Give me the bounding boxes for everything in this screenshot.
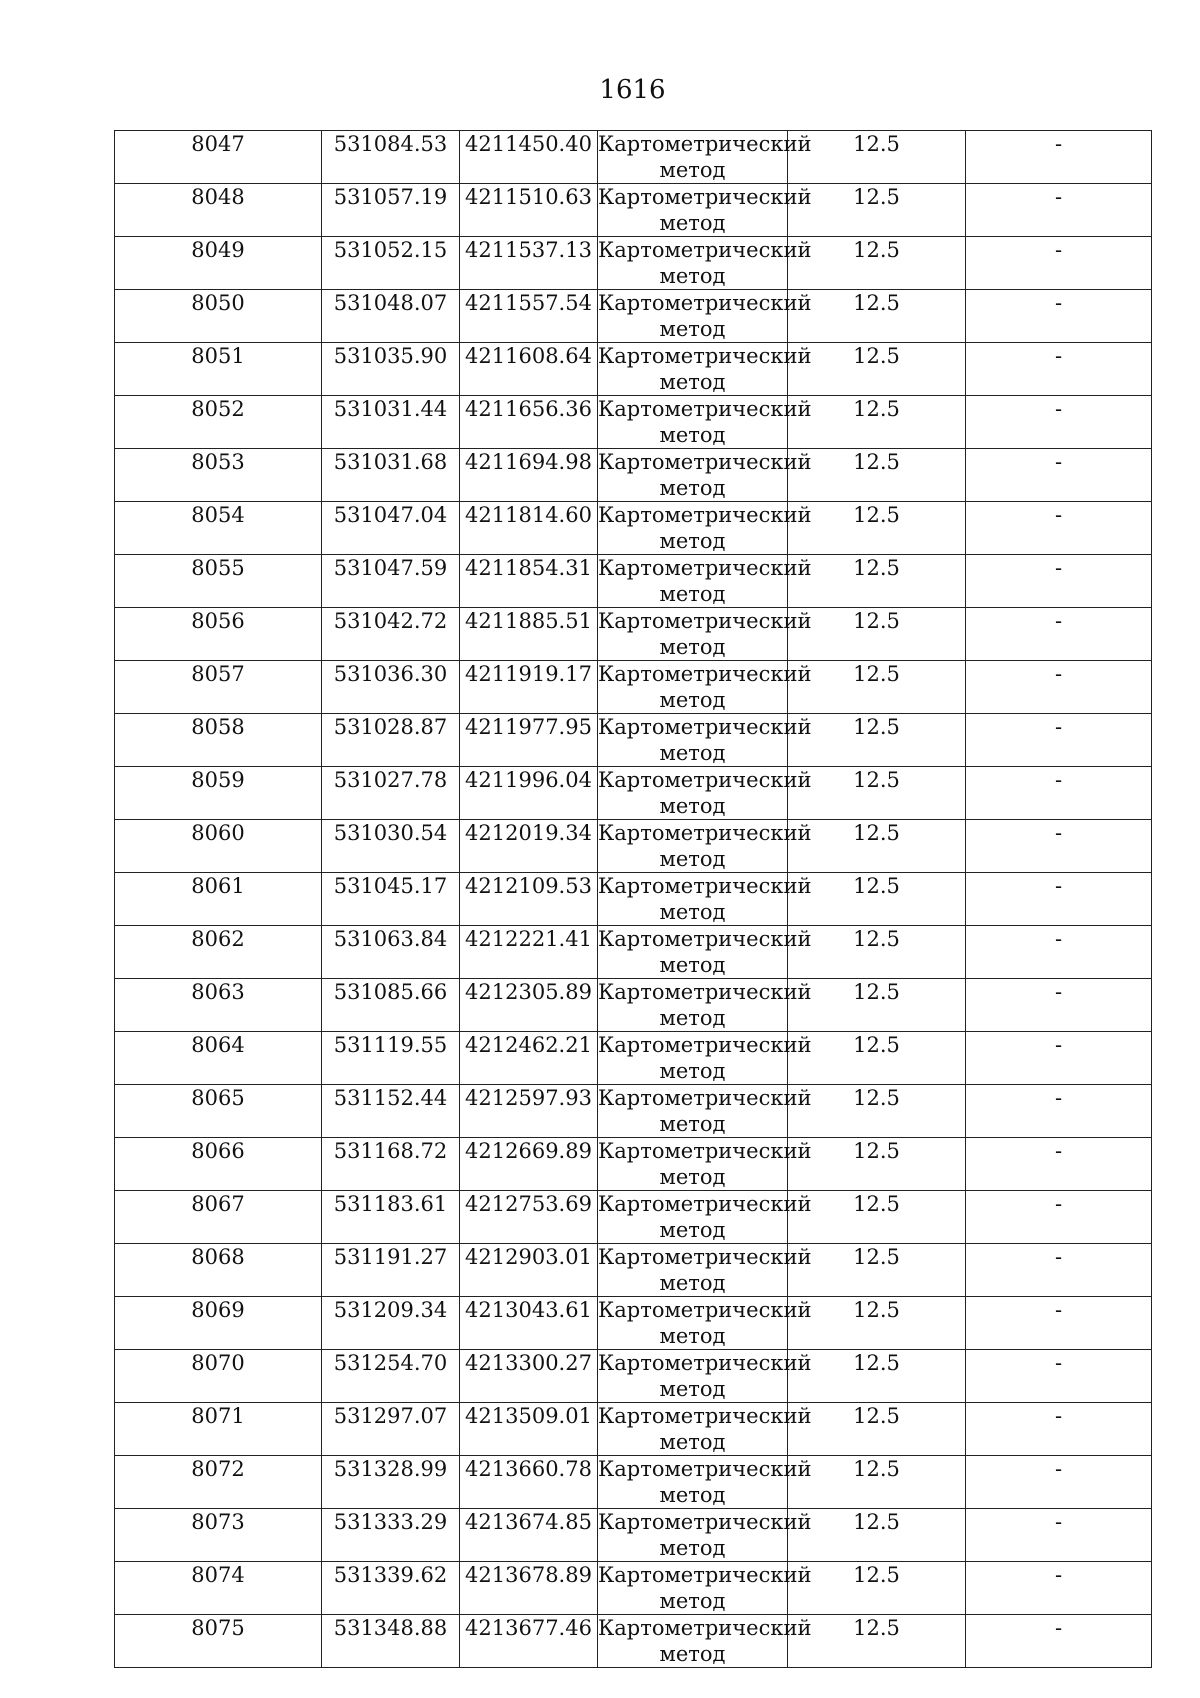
point-number-cell: 8070 bbox=[115, 1350, 322, 1403]
note-cell: - bbox=[966, 767, 1152, 820]
method-cell: Картометрический метод bbox=[598, 1245, 812, 1295]
point-number-cell: 8059 bbox=[115, 767, 322, 820]
note-cell: - bbox=[966, 1297, 1152, 1350]
point-number-cell: 8075 bbox=[115, 1615, 322, 1668]
table-row bbox=[115, 1562, 1152, 1615]
note-cell: - bbox=[966, 714, 1152, 767]
y-coordinate-cell: 4211537.13 bbox=[460, 237, 598, 290]
table-row bbox=[115, 820, 1152, 873]
accuracy-cell: 12.5 bbox=[788, 661, 966, 714]
y-coordinate-cell: 4211450.40 bbox=[460, 131, 598, 184]
table-row bbox=[115, 1350, 1152, 1403]
method-cell: Картометрический метод bbox=[598, 1033, 812, 1083]
y-coordinate-cell: 4213043.61 bbox=[460, 1297, 598, 1350]
method-cell: Картометрический метод bbox=[598, 715, 812, 765]
table-row bbox=[115, 449, 1152, 502]
accuracy-cell: 12.5 bbox=[788, 873, 966, 926]
accuracy-cell: 12.5 bbox=[788, 131, 966, 184]
y-coordinate-cell: 4213660.78 bbox=[460, 1456, 598, 1509]
method-cell: Картометрический метод bbox=[598, 1457, 812, 1507]
x-coordinate-cell: 531036.30 bbox=[322, 661, 460, 714]
point-number-cell: 8069 bbox=[115, 1297, 322, 1350]
table-row bbox=[115, 184, 1152, 237]
table-row bbox=[115, 1297, 1152, 1350]
note-cell: - bbox=[966, 873, 1152, 926]
method-cell: Картометрический метод bbox=[598, 344, 812, 394]
note-cell: - bbox=[966, 979, 1152, 1032]
x-coordinate-cell: 531045.17 bbox=[322, 873, 460, 926]
x-coordinate-cell: 531048.07 bbox=[322, 290, 460, 343]
x-coordinate-cell: 531339.62 bbox=[322, 1562, 460, 1615]
accuracy-cell: 12.5 bbox=[788, 1456, 966, 1509]
table-row bbox=[115, 873, 1152, 926]
table-row bbox=[115, 767, 1152, 820]
table-row bbox=[115, 237, 1152, 290]
y-coordinate-cell: 4213300.27 bbox=[460, 1350, 598, 1403]
accuracy-cell: 12.5 bbox=[788, 1403, 966, 1456]
accuracy-cell: 12.5 bbox=[788, 1297, 966, 1350]
method-cell: Картометрический метод bbox=[598, 662, 812, 712]
table-row bbox=[115, 1615, 1152, 1668]
x-coordinate-cell: 531031.68 bbox=[322, 449, 460, 502]
accuracy-cell: 12.5 bbox=[788, 343, 966, 396]
method-cell: Картометрический метод bbox=[598, 1404, 812, 1454]
method-cell: Картометрический метод bbox=[598, 980, 812, 1030]
accuracy-cell: 12.5 bbox=[788, 555, 966, 608]
accuracy-cell: 12.5 bbox=[788, 1350, 966, 1403]
method-cell: Картометрический метод bbox=[598, 397, 812, 447]
method-cell: Картометрический метод bbox=[598, 1192, 812, 1242]
method-cell: Картометрический метод bbox=[598, 450, 812, 500]
point-number-cell: 8055 bbox=[115, 555, 322, 608]
point-number-cell: 8060 bbox=[115, 820, 322, 873]
point-number-cell: 8049 bbox=[115, 237, 322, 290]
accuracy-cell: 12.5 bbox=[788, 396, 966, 449]
x-coordinate-cell: 531052.15 bbox=[322, 237, 460, 290]
method-cell: Картометрический метод bbox=[598, 1351, 812, 1401]
x-coordinate-cell: 531047.04 bbox=[322, 502, 460, 555]
y-coordinate-cell: 4211557.54 bbox=[460, 290, 598, 343]
x-coordinate-cell: 531333.29 bbox=[322, 1509, 460, 1562]
note-cell: - bbox=[966, 449, 1152, 502]
accuracy-cell: 12.5 bbox=[788, 1509, 966, 1562]
note-cell: - bbox=[966, 502, 1152, 555]
x-coordinate-cell: 531030.54 bbox=[322, 820, 460, 873]
accuracy-cell: 12.5 bbox=[788, 767, 966, 820]
y-coordinate-cell: 4212462.21 bbox=[460, 1032, 598, 1085]
table-row bbox=[115, 343, 1152, 396]
note-cell: - bbox=[966, 608, 1152, 661]
accuracy-cell: 12.5 bbox=[788, 1032, 966, 1085]
method-cell: Картометрический метод bbox=[598, 1563, 812, 1613]
note-cell: - bbox=[966, 1191, 1152, 1244]
y-coordinate-cell: 4213674.85 bbox=[460, 1509, 598, 1562]
y-coordinate-cell: 4211510.63 bbox=[460, 184, 598, 237]
y-coordinate-cell: 4211885.51 bbox=[460, 608, 598, 661]
y-coordinate-cell: 4211919.17 bbox=[460, 661, 598, 714]
x-coordinate-cell: 531085.66 bbox=[322, 979, 460, 1032]
y-coordinate-cell: 4212221.41 bbox=[460, 926, 598, 979]
y-coordinate-cell: 4213678.89 bbox=[460, 1562, 598, 1615]
accuracy-cell: 12.5 bbox=[788, 1615, 966, 1668]
accuracy-cell: 12.5 bbox=[788, 1562, 966, 1615]
method-cell: Картометрический метод bbox=[598, 556, 812, 606]
point-number-cell: 8063 bbox=[115, 979, 322, 1032]
method-cell: Картометрический метод bbox=[598, 132, 812, 182]
y-coordinate-cell: 4212305.89 bbox=[460, 979, 598, 1032]
coordinates-table-body bbox=[115, 131, 1152, 1668]
note-cell: - bbox=[966, 1615, 1152, 1668]
method-cell: Картометрический метод bbox=[598, 185, 812, 235]
x-coordinate-cell: 531031.44 bbox=[322, 396, 460, 449]
method-cell: Картометрический метод bbox=[598, 238, 812, 288]
note-cell: - bbox=[966, 555, 1152, 608]
accuracy-cell: 12.5 bbox=[788, 1244, 966, 1297]
y-coordinate-cell: 4212669.89 bbox=[460, 1138, 598, 1191]
note-cell: - bbox=[966, 131, 1152, 184]
y-coordinate-cell: 4213509.01 bbox=[460, 1403, 598, 1456]
y-coordinate-cell: 4211694.98 bbox=[460, 449, 598, 502]
method-cell: Картометрический метод bbox=[598, 291, 812, 341]
note-cell: - bbox=[966, 237, 1152, 290]
y-coordinate-cell: 4212019.34 bbox=[460, 820, 598, 873]
accuracy-cell: 12.5 bbox=[788, 979, 966, 1032]
x-coordinate-cell: 531027.78 bbox=[322, 767, 460, 820]
x-coordinate-cell: 531348.88 bbox=[322, 1615, 460, 1668]
point-number-cell: 8073 bbox=[115, 1509, 322, 1562]
point-number-cell: 8054 bbox=[115, 502, 322, 555]
accuracy-cell: 12.5 bbox=[788, 1138, 966, 1191]
x-coordinate-cell: 531063.84 bbox=[322, 926, 460, 979]
y-coordinate-cell: 4211814.60 bbox=[460, 502, 598, 555]
method-cell: Картометрический метод bbox=[598, 927, 812, 977]
table-row bbox=[115, 555, 1152, 608]
coordinates-table bbox=[114, 130, 1152, 1668]
method-cell: Картометрический метод bbox=[598, 1510, 812, 1560]
table-row bbox=[115, 979, 1152, 1032]
x-coordinate-cell: 531183.61 bbox=[322, 1191, 460, 1244]
point-number-cell: 8056 bbox=[115, 608, 322, 661]
accuracy-cell: 12.5 bbox=[788, 608, 966, 661]
point-number-cell: 8047 bbox=[115, 131, 322, 184]
note-cell: - bbox=[966, 1032, 1152, 1085]
x-coordinate-cell: 531028.87 bbox=[322, 714, 460, 767]
y-coordinate-cell: 4213677.46 bbox=[460, 1615, 598, 1668]
point-number-cell: 8052 bbox=[115, 396, 322, 449]
table-row bbox=[115, 502, 1152, 555]
accuracy-cell: 12.5 bbox=[788, 449, 966, 502]
x-coordinate-cell: 531057.19 bbox=[322, 184, 460, 237]
accuracy-cell: 12.5 bbox=[788, 502, 966, 555]
y-coordinate-cell: 4211977.95 bbox=[460, 714, 598, 767]
note-cell: - bbox=[966, 290, 1152, 343]
point-number-cell: 8057 bbox=[115, 661, 322, 714]
y-coordinate-cell: 4211608.64 bbox=[460, 343, 598, 396]
x-coordinate-cell: 531047.59 bbox=[322, 555, 460, 608]
method-cell: Картометрический метод bbox=[598, 609, 812, 659]
table-row bbox=[115, 1456, 1152, 1509]
table-row bbox=[115, 1191, 1152, 1244]
note-cell: - bbox=[966, 1244, 1152, 1297]
note-cell: - bbox=[966, 926, 1152, 979]
note-cell: - bbox=[966, 184, 1152, 237]
point-number-cell: 8050 bbox=[115, 290, 322, 343]
y-coordinate-cell: 4211996.04 bbox=[460, 767, 598, 820]
accuracy-cell: 12.5 bbox=[788, 714, 966, 767]
point-number-cell: 8066 bbox=[115, 1138, 322, 1191]
method-cell: Картометрический метод bbox=[598, 1139, 812, 1189]
y-coordinate-cell: 4212597.93 bbox=[460, 1085, 598, 1138]
accuracy-cell: 12.5 bbox=[788, 926, 966, 979]
table-row bbox=[115, 926, 1152, 979]
method-cell: Картометрический метод bbox=[598, 1298, 812, 1348]
point-number-cell: 8064 bbox=[115, 1032, 322, 1085]
point-number-cell: 8058 bbox=[115, 714, 322, 767]
y-coordinate-cell: 4211854.31 bbox=[460, 555, 598, 608]
table-row bbox=[115, 131, 1152, 184]
x-coordinate-cell: 531191.27 bbox=[322, 1244, 460, 1297]
point-number-cell: 8068 bbox=[115, 1244, 322, 1297]
accuracy-cell: 12.5 bbox=[788, 290, 966, 343]
note-cell: - bbox=[966, 1350, 1152, 1403]
note-cell: - bbox=[966, 343, 1152, 396]
method-cell: Картометрический метод bbox=[598, 874, 812, 924]
note-cell: - bbox=[966, 1138, 1152, 1191]
y-coordinate-cell: 4212903.01 bbox=[460, 1244, 598, 1297]
x-coordinate-cell: 531168.72 bbox=[322, 1138, 460, 1191]
x-coordinate-cell: 531084.53 bbox=[322, 131, 460, 184]
accuracy-cell: 12.5 bbox=[788, 1085, 966, 1138]
point-number-cell: 8062 bbox=[115, 926, 322, 979]
table-row bbox=[115, 1509, 1152, 1562]
table-row bbox=[115, 1085, 1152, 1138]
note-cell: - bbox=[966, 1085, 1152, 1138]
note-cell: - bbox=[966, 1456, 1152, 1509]
method-cell: Картометрический метод bbox=[598, 768, 812, 818]
point-number-cell: 8074 bbox=[115, 1562, 322, 1615]
x-coordinate-cell: 531328.99 bbox=[322, 1456, 460, 1509]
method-cell: Картометрический метод bbox=[598, 1086, 812, 1136]
note-cell: - bbox=[966, 820, 1152, 873]
note-cell: - bbox=[966, 1562, 1152, 1615]
y-coordinate-cell: 4211656.36 bbox=[460, 396, 598, 449]
x-coordinate-cell: 531152.44 bbox=[322, 1085, 460, 1138]
point-number-cell: 8071 bbox=[115, 1403, 322, 1456]
table-row bbox=[115, 608, 1152, 661]
method-cell: Картометрический метод bbox=[598, 1616, 812, 1666]
note-cell: - bbox=[966, 1403, 1152, 1456]
point-number-cell: 8048 bbox=[115, 184, 322, 237]
table-row bbox=[115, 1138, 1152, 1191]
y-coordinate-cell: 4212753.69 bbox=[460, 1191, 598, 1244]
table-row bbox=[115, 1403, 1152, 1456]
table-row bbox=[115, 396, 1152, 449]
note-cell: - bbox=[966, 396, 1152, 449]
accuracy-cell: 12.5 bbox=[788, 237, 966, 290]
method-cell: Картометрический метод bbox=[598, 503, 812, 553]
x-coordinate-cell: 531042.72 bbox=[322, 608, 460, 661]
point-number-cell: 8067 bbox=[115, 1191, 322, 1244]
table-row bbox=[115, 714, 1152, 767]
table-row bbox=[115, 661, 1152, 714]
point-number-cell: 8072 bbox=[115, 1456, 322, 1509]
page-number: 1616 bbox=[599, 75, 666, 105]
point-number-cell: 8051 bbox=[115, 343, 322, 396]
x-coordinate-cell: 531119.55 bbox=[322, 1032, 460, 1085]
note-cell: - bbox=[966, 1509, 1152, 1562]
x-coordinate-cell: 531254.70 bbox=[322, 1350, 460, 1403]
x-coordinate-cell: 531297.07 bbox=[322, 1403, 460, 1456]
y-coordinate-cell: 4212109.53 bbox=[460, 873, 598, 926]
method-cell: Картометрический метод bbox=[598, 821, 812, 871]
table-row bbox=[115, 1244, 1152, 1297]
table-row bbox=[115, 290, 1152, 343]
point-number-cell: 8053 bbox=[115, 449, 322, 502]
accuracy-cell: 12.5 bbox=[788, 1191, 966, 1244]
note-cell: - bbox=[966, 661, 1152, 714]
x-coordinate-cell: 531209.34 bbox=[322, 1297, 460, 1350]
accuracy-cell: 12.5 bbox=[788, 820, 966, 873]
point-number-cell: 8061 bbox=[115, 873, 322, 926]
accuracy-cell: 12.5 bbox=[788, 184, 966, 237]
point-number-cell: 8065 bbox=[115, 1085, 322, 1138]
x-coordinate-cell: 531035.90 bbox=[322, 343, 460, 396]
table-row bbox=[115, 1032, 1152, 1085]
